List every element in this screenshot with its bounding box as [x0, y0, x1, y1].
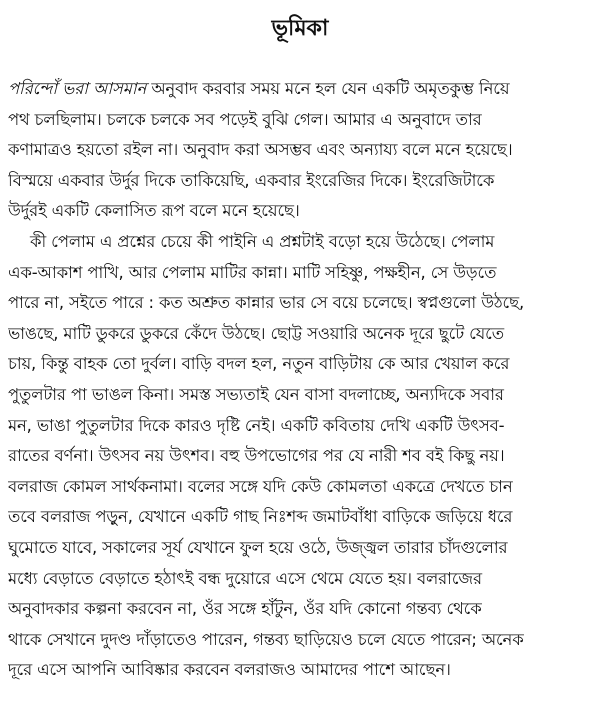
text-line: কণামাত্রও হয়তো রইল না। অনুবাদ করা অসম্ভব এবং অন্যায্য বলে মনে হয়েছে। [8, 140, 513, 160]
book-title-italic: পরিন্দোঁ ভরা আসমান [8, 79, 147, 98]
text-line: কী পেলাম এ প্রশ্নের চেয়ে কী পাইনি এ প্রশ্নটাই বড়ো হয়ে উঠেছে। পেলাম [30, 231, 495, 251]
text-line: এক-আকাশ পাখি, আর পেলাম মাটির কান্না। মাটি সহিষ্ণু, পক্ষহীন, সে উড়তে [8, 262, 497, 282]
text-line: মধ্যে বেড়াতে বেড়াতে হঠাৎই বন্ধ দুয়োরে এসে থেমে যেতে হয়। বলরাজের [8, 568, 482, 588]
text-line: থাকে সেখানে দুদণ্ড দাঁড়াতেও পারেন, গন্তব্য ছাড়িয়েও চলে যেতে পারেন; অনেক [8, 629, 524, 649]
text-line: চায়, কিন্তু বাহক তো দুর্বল। বাড়ি বদল হল, নতুন বাড়িটায় কে আর খেয়াল করে [8, 354, 510, 374]
text-line: রাতের বর্ণনা। উৎসব নয় উৎশব। বহু উপভোগের পর যে নারী শব বই কিছু নয়। [8, 446, 505, 466]
paragraph-1 [8, 74, 592, 227]
text-line: মন, ভাঙা পুতুলটার দিকে কারও দৃষ্টি নেই। একটি কবিতায় দেখি একটি উৎসব- [8, 415, 505, 435]
text-line: পারে না, সইতে পারে : কত অশ্রুত কান্নার ভার সে বয়ে চলেছে। স্বপ্নগুলো উঠছে, [8, 293, 525, 313]
text-line: বিস্ময়ে একবার উর্দুর দিকে তাকিয়েছি, একবার ইংরেজির দিকে। ইংরেজিটাকে [8, 170, 495, 190]
text-line [8, 74, 592, 105]
text-line: দূরে এসে আপনি আবিষ্কার করবেন বলরাজও আমাদের পাশে আছেন। [8, 660, 451, 680]
text-line: তবে বলরাজ পড়ুন, যেখানে একটি গাছ নিঃশব্দ জমাটবাঁধা বাড়িকে জড়িয়ে ধরে [8, 507, 513, 527]
text-line: বলরাজ কোমল সার্থকনামা। বলের সঙ্গে যদি কেউ কোমলতা একত্রে দেখতে চান [8, 476, 513, 496]
page-title: ভূমিকা [271, 16, 329, 41]
text-line: পুতুলটার পা ভাঙল কিনা। সমস্ত সভ্যতাই যেন বাসা বদলাচ্ছে, অন্যদিকে সবার [8, 384, 504, 404]
text-line: অনুবাদকার কল্পনা করবেন না, ওঁর সঙ্গে হাঁটুন, ওঁর যদি কোনো গন্তব্য থেকে [8, 599, 482, 619]
text-line: উর্দুরই একটি কেলাসিত রূপ বলে মনে হয়েছে। [8, 201, 300, 221]
paragraph-2 [8, 227, 592, 686]
text-line: ঘুমোতে যাবে, সকালের সূর্য যেখানে ফুল হয়ে ওঠে, উজ্জ্বল তারার চাঁদগুলোর [8, 537, 508, 557]
text-line: পথ চলছিলাম। চলকে চলকে সব পড়েই বুঝি গেল। আমার এ অনুবাদে তার [8, 109, 482, 129]
text-line: ভাঙছে, মাটি ডুকরে ডুকরে কেঁদে উঠছে। ছোট্ট সওয়ারি অনেক দূরে ছুটে যেতে [8, 323, 504, 343]
line-text: অনুবাদ করবার সময় মনে হল যেন একটি অমৃতকুম্ভ নিয়ে [146, 79, 510, 98]
